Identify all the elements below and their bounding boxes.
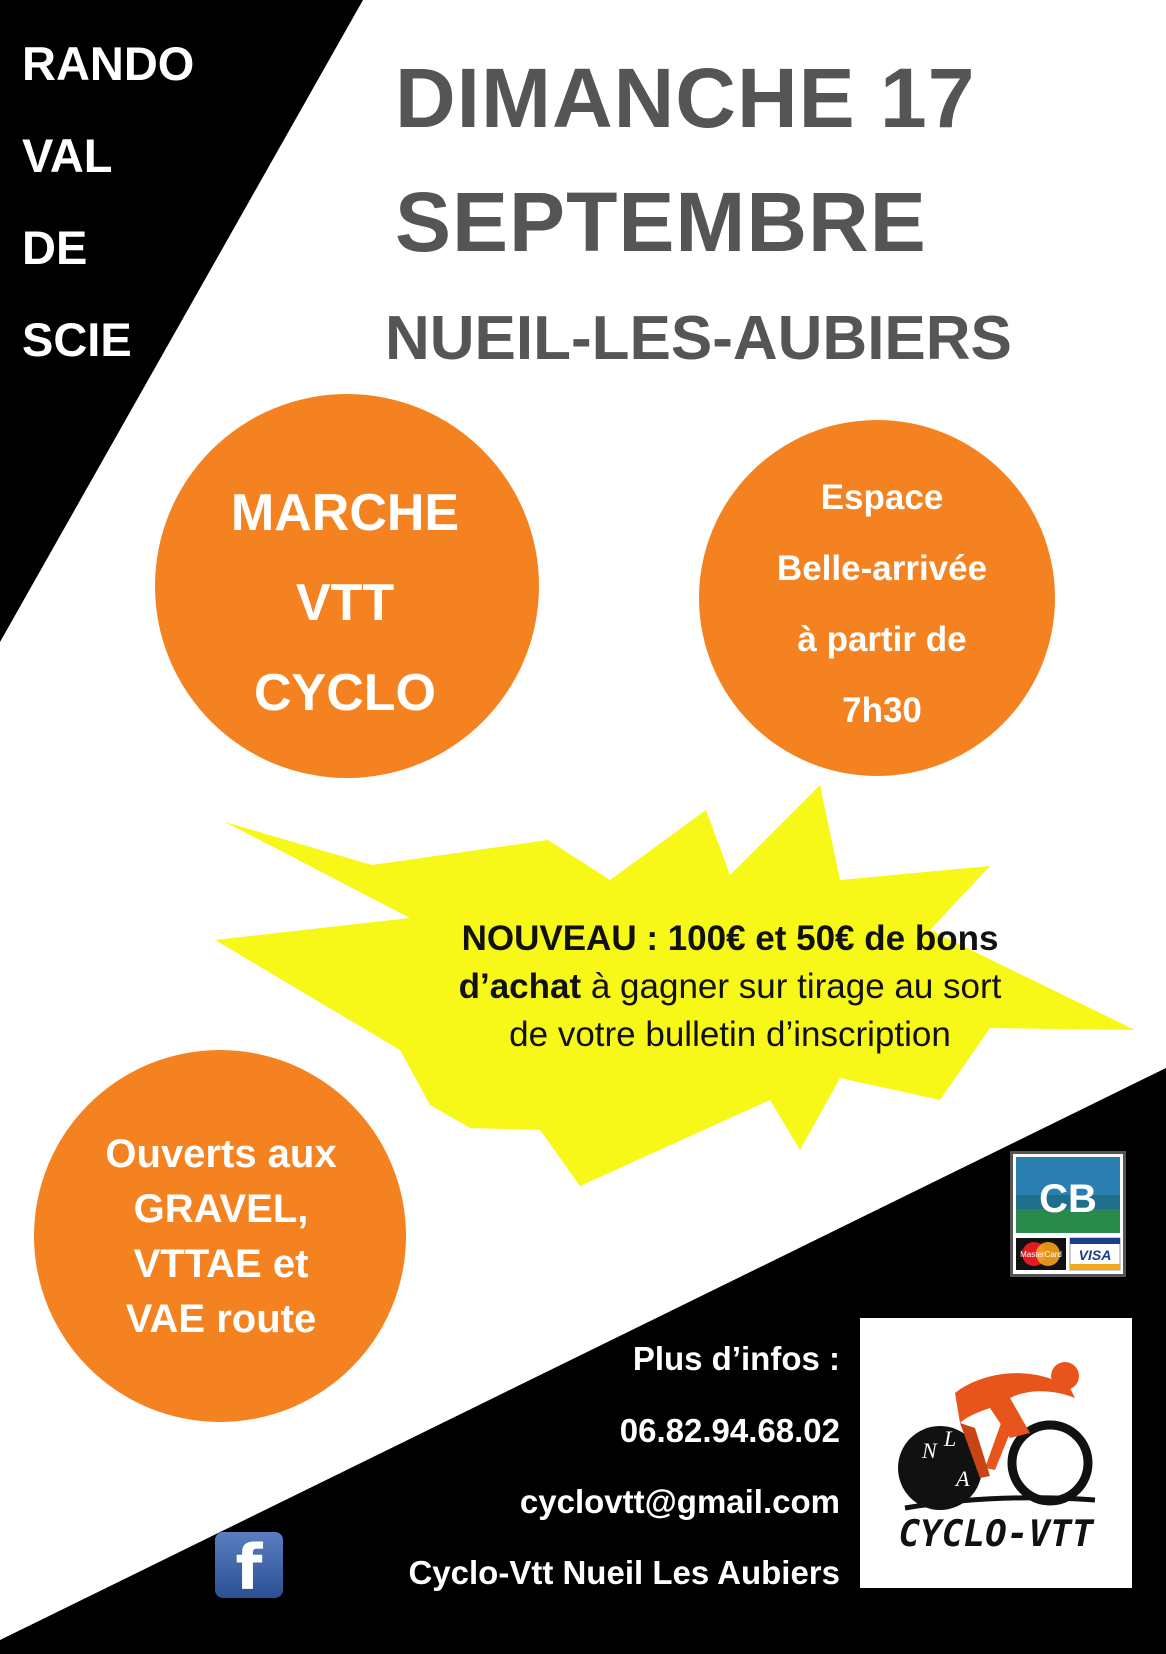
contact-facebook[interactable]: Cyclo-Vtt Nueil Les Aubiers (408, 1554, 840, 1591)
cb-text: CB (1039, 1177, 1097, 1221)
contact-heading: Plus d’infos : (632, 1340, 840, 1377)
cyclist-logo-icon (860, 1318, 1132, 1588)
event-name-line: VAL (22, 129, 113, 182)
open-to-line: GRAVEL, (133, 1187, 309, 1231)
event-city: NUEIL-LES-AUBIERS (385, 304, 1012, 373)
venue-line: à partir de (797, 620, 967, 659)
logo-name: CYCLO-VTT (898, 1514, 1094, 1555)
logo-initial: N (922, 1438, 937, 1463)
venue-info (692, 462, 1072, 746)
open-to-line: VTTAE et (133, 1242, 309, 1286)
promo-line-2-bold: d’achat (458, 967, 582, 1006)
event-name (22, 18, 194, 386)
promo-line-1: NOUVEAU : 100€ et 50€ de bons (461, 919, 999, 958)
open-to-line: Ouverts aux (105, 1132, 337, 1176)
activity-item: VTT (295, 574, 395, 632)
event-name-line: RANDO (22, 37, 195, 90)
event-date-day: DIMANCHE 17 (395, 51, 976, 145)
open-to-line: VAE route (125, 1297, 317, 1341)
activity-item: MARCHE (230, 484, 460, 542)
logo-initial: A (956, 1466, 970, 1491)
venue-line: Espace (820, 478, 944, 517)
event-name-line: DE (22, 221, 88, 274)
event-date-month: SEPTEMBRE (395, 175, 927, 269)
open-to-info (35, 1127, 407, 1347)
promo-line-2 (300, 963, 1160, 1011)
cb-mastercard-visa-icon (1010, 1151, 1126, 1277)
contact-phone[interactable]: 06.82.94.68.02 (619, 1412, 840, 1449)
promo-line-2-rest: à gagner sur tirage au sort (581, 967, 1002, 1006)
contact-email[interactable]: cyclovtt@gmail.com (519, 1483, 840, 1520)
logo-initial: L (944, 1426, 957, 1451)
visa-text: VISA (1078, 1247, 1112, 1263)
activity-item: CYCLO (254, 664, 436, 722)
promo-text (300, 915, 1160, 1059)
facebook-icon[interactable]: f (215, 1532, 283, 1598)
event-name-line: SCIE (22, 313, 132, 366)
venue-line: 7h30 (842, 691, 922, 730)
mastercard-text: MasterCard (1020, 1250, 1062, 1259)
venue-line: Belle-arrivée (776, 549, 988, 588)
activities-list (155, 468, 535, 738)
promo-line-3: de votre bulletin d’inscription (509, 1015, 951, 1054)
